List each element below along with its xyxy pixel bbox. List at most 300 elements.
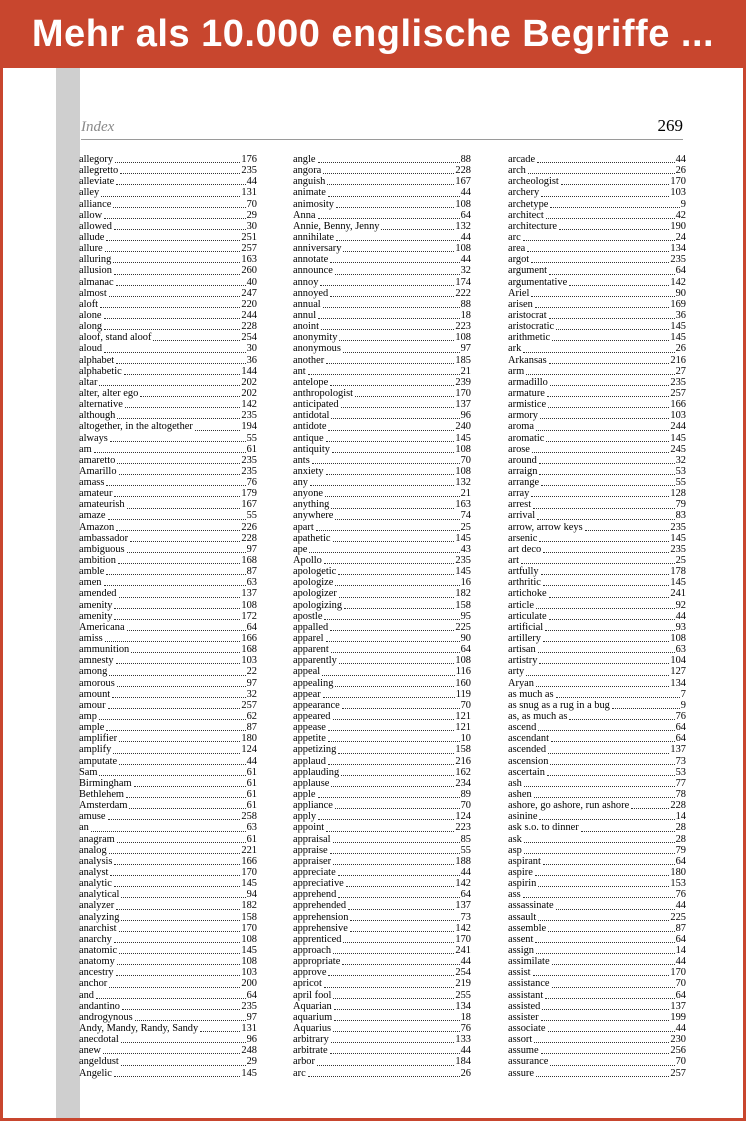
- dot-leader: [113, 262, 240, 263]
- index-page-ref: 170: [455, 387, 471, 399]
- index-term: apprehension: [293, 911, 349, 923]
- index-entry: [508, 856, 686, 867]
- dot-leader: [130, 541, 240, 542]
- index-entry: [508, 388, 686, 399]
- index-term: art: [508, 555, 519, 567]
- index-entry: [293, 511, 471, 522]
- index-entry: [293, 789, 471, 800]
- index-term: anyone: [293, 488, 324, 500]
- index-term: Andy, Mandy, Randy, Sandy: [79, 1022, 199, 1034]
- index-page-ref: 145: [455, 566, 471, 578]
- index-page-ref: 180: [670, 867, 686, 878]
- index-page-ref: 178: [670, 566, 686, 578]
- index-page-ref: 64: [675, 933, 686, 945]
- dot-leader: [350, 931, 455, 932]
- index-term: apprehensive: [293, 922, 348, 934]
- index-entry: [508, 722, 686, 733]
- dot-leader: [333, 842, 460, 843]
- index-term: angora: [293, 165, 322, 177]
- index-entry: [79, 600, 257, 611]
- index-page-ref: 127: [670, 666, 686, 678]
- index-entry: [508, 945, 686, 956]
- index-entry: [508, 956, 686, 967]
- index-page-ref: 169: [670, 298, 686, 310]
- dot-leader: [538, 886, 669, 887]
- index-page-ref: 32: [460, 265, 471, 277]
- index-entry: [508, 366, 686, 377]
- index-page-ref: 235: [241, 454, 257, 466]
- index-term: amplify: [79, 744, 112, 756]
- dot-leader: [117, 842, 246, 843]
- dot-leader: [548, 1031, 675, 1032]
- dot-leader: [334, 1009, 455, 1010]
- index-page-ref: 94: [246, 889, 257, 901]
- index-term: assure: [508, 1067, 534, 1079]
- index-page-ref: 61: [246, 800, 257, 812]
- dot-leader: [117, 463, 240, 464]
- index-term: allegory: [79, 154, 114, 165]
- index-page-ref: 70: [460, 699, 471, 711]
- index-term: anticipated: [293, 399, 339, 411]
- dot-leader: [528, 173, 675, 174]
- index-page-ref: 88: [460, 298, 471, 310]
- index-term: Anna: [293, 209, 316, 221]
- index-page-ref: 121: [455, 722, 471, 734]
- dot-leader: [527, 251, 669, 252]
- index-page-ref: 256: [670, 1045, 686, 1057]
- index-entry: [79, 343, 257, 354]
- index-page-ref: 202: [241, 387, 257, 399]
- index-entry: [508, 555, 686, 566]
- index-term: arch: [508, 165, 526, 177]
- index-entry: [79, 243, 257, 254]
- index-term: asp: [508, 844, 522, 856]
- index-page-ref: 247: [241, 287, 257, 299]
- index-page-ref: 44: [675, 154, 686, 165]
- index-page-ref: 73: [460, 911, 471, 923]
- index-term: aristocratic: [508, 321, 555, 333]
- index-entry: [508, 1012, 686, 1023]
- index-page-ref: 163: [241, 254, 257, 266]
- index-page-ref: 32: [675, 454, 686, 466]
- index-page-ref: 116: [455, 666, 471, 678]
- index-page-ref: 255: [455, 989, 471, 1001]
- index-entry: [508, 522, 686, 533]
- dot-leader: [523, 240, 675, 241]
- dot-leader: [339, 663, 455, 664]
- index-page-ref: 226: [241, 521, 257, 533]
- index-page-ref: 179: [241, 488, 257, 500]
- index-term: allure: [79, 243, 103, 255]
- index-page-ref: 216: [670, 354, 686, 366]
- index-entry: [508, 499, 686, 510]
- index-page-ref: 90: [460, 633, 471, 645]
- index-page-ref: 220: [241, 298, 257, 310]
- index-page-ref: 79: [675, 499, 686, 511]
- index-page-ref: 257: [670, 387, 686, 399]
- dot-leader: [328, 430, 454, 431]
- index-entry: [293, 923, 471, 934]
- index-term: Arkansas: [508, 354, 547, 366]
- dot-leader: [333, 864, 454, 865]
- index-term: arraign: [508, 465, 538, 477]
- index-term: antidote: [293, 421, 327, 433]
- index-entry: [79, 165, 257, 176]
- index-page-ref: 137: [241, 588, 257, 600]
- index-term: apple: [293, 789, 316, 800]
- index-entry: [79, 221, 257, 232]
- index-entry: [508, 433, 686, 444]
- dot-leader: [114, 942, 241, 943]
- index-term: apparent: [293, 644, 329, 656]
- index-term: amount: [79, 688, 111, 700]
- dot-leader: [110, 441, 246, 442]
- index-term: armistice: [508, 399, 547, 411]
- index-page-ref: 93: [675, 621, 686, 633]
- dot-leader: [343, 251, 454, 252]
- index-entry: [508, 666, 686, 677]
- dot-leader: [119, 741, 240, 742]
- index-term: ancestry: [79, 967, 114, 979]
- index-page-ref: 9: [680, 699, 686, 711]
- index-term: apply: [293, 811, 317, 823]
- page-spine-strip: [56, 68, 80, 1118]
- dot-leader: [545, 998, 674, 999]
- index-term: antiquity: [293, 443, 330, 455]
- index-entry: [293, 410, 471, 421]
- index-entry: [79, 990, 257, 1001]
- index-entry: [293, 433, 471, 444]
- index-page-ref: 142: [455, 878, 471, 890]
- index-entry: [293, 154, 471, 165]
- index-entry: [79, 254, 257, 265]
- dot-leader: [119, 474, 241, 475]
- dot-leader: [153, 340, 240, 341]
- dot-leader: [543, 552, 669, 553]
- index-term: altogether, in the altogether: [79, 421, 193, 433]
- index-entry: [508, 1056, 686, 1067]
- index-page-ref: 128: [670, 488, 686, 500]
- index-page-ref: 44: [460, 956, 471, 968]
- index-term: asinine: [508, 811, 538, 823]
- index-entry: [293, 176, 471, 187]
- index-entry: [293, 967, 471, 978]
- index-term: apathetic: [293, 532, 331, 544]
- index-term: angle: [293, 154, 316, 165]
- index-term: assort: [508, 1034, 533, 1046]
- index-entry: [508, 689, 686, 700]
- dot-leader: [552, 987, 675, 988]
- index-term: aloud: [79, 343, 103, 355]
- index-page-ref: 97: [460, 343, 471, 355]
- index-entry: [508, 967, 686, 978]
- index-page-ref: 30: [246, 220, 257, 232]
- index-entry: [79, 700, 257, 711]
- dot-leader: [350, 920, 459, 921]
- index-page-ref: 194: [241, 421, 257, 433]
- dot-leader: [324, 987, 455, 988]
- index-page-ref: 61: [246, 789, 257, 800]
- index-page-ref: 25: [675, 555, 686, 567]
- dot-leader: [338, 753, 454, 754]
- index-page-ref: 61: [246, 833, 257, 845]
- index-page-ref: 158: [241, 911, 257, 923]
- index-term: assisted: [508, 1000, 541, 1012]
- index-page-ref: 144: [241, 365, 257, 377]
- index-page-ref: 131: [241, 187, 257, 199]
- index-entry: [293, 845, 471, 856]
- index-term: amplifier: [79, 733, 118, 745]
- index-term: arose: [508, 443, 530, 455]
- index-page-ref: 153: [670, 878, 686, 890]
- dot-leader: [135, 1020, 246, 1021]
- index-entry: [293, 867, 471, 878]
- dot-leader: [534, 797, 675, 798]
- index-page-ref: 108: [455, 332, 471, 344]
- index-page-ref: 76: [675, 711, 686, 723]
- index-entry: [79, 789, 257, 800]
- index-entry: [293, 566, 471, 577]
- dot-leader: [118, 563, 240, 564]
- dot-leader: [536, 686, 669, 687]
- dot-leader: [543, 864, 675, 865]
- index-entry: [293, 377, 471, 388]
- index-term: anew: [79, 1045, 101, 1057]
- index-page-ref: 18: [460, 309, 471, 321]
- index-page-ref: 145: [670, 577, 686, 589]
- dot-leader: [547, 775, 675, 776]
- dot-leader: [541, 485, 674, 486]
- index-page-ref: 87: [246, 722, 257, 734]
- index-entry: [293, 644, 471, 655]
- index-term: arbitrate: [293, 1045, 328, 1057]
- index-entry: [79, 499, 257, 510]
- index-page-ref: 248: [241, 1045, 257, 1057]
- dot-leader: [343, 352, 460, 353]
- index-entry: [79, 154, 257, 165]
- index-entry: [79, 299, 257, 310]
- dot-leader: [330, 262, 459, 263]
- page-header: [81, 113, 683, 140]
- dot-leader: [116, 184, 245, 185]
- index-entry: [508, 756, 686, 767]
- dot-leader: [116, 285, 246, 286]
- index-entry: [293, 744, 471, 755]
- index-entry: [293, 800, 471, 811]
- index-term: armature: [508, 387, 545, 399]
- index-page-ref: 44: [460, 231, 471, 243]
- index-page-ref: 28: [675, 833, 686, 845]
- index-term: aspire: [508, 867, 533, 878]
- index-term: approve: [293, 967, 327, 979]
- index-entry: [293, 366, 471, 377]
- index-entry: [79, 355, 257, 366]
- index-entry: [293, 990, 471, 1001]
- index-entry: [508, 1023, 686, 1034]
- index-term: appealing: [293, 677, 334, 689]
- index-term: allowed: [79, 220, 112, 232]
- dot-leader: [534, 1042, 669, 1043]
- index-page-ref: 30: [246, 343, 257, 355]
- dot-leader: [109, 853, 241, 854]
- dot-leader: [535, 875, 670, 876]
- dot-leader: [96, 998, 246, 999]
- index-entry: [508, 900, 686, 911]
- index-term: assist: [508, 967, 531, 979]
- index-page-ref: 158: [455, 744, 471, 756]
- index-entry: [293, 488, 471, 499]
- index-entry: [79, 577, 257, 588]
- index-entry: [293, 265, 471, 276]
- index-term: anatomic: [79, 944, 118, 956]
- index-term: apologetic: [293, 566, 337, 578]
- index-entry: [508, 455, 686, 466]
- dot-leader: [526, 374, 674, 375]
- dot-leader: [318, 819, 454, 820]
- index-page-ref: 244: [241, 309, 257, 321]
- index-entry: [508, 834, 686, 845]
- index-term: arrival: [508, 510, 536, 522]
- index-page-ref: 43: [460, 543, 471, 555]
- index-page-ref: 254: [241, 332, 257, 344]
- index-page-ref: 145: [670, 532, 686, 544]
- index-term: appreciative: [293, 878, 344, 890]
- index-entry: [508, 466, 686, 477]
- index-term: am: [79, 443, 92, 455]
- index-page-ref: 145: [241, 878, 257, 890]
- index-term: another: [293, 354, 325, 366]
- index-term: annihilate: [293, 231, 334, 243]
- index-page-ref: 108: [455, 198, 471, 210]
- index-term: allegretto: [79, 165, 119, 177]
- index-term: argot: [508, 254, 530, 266]
- index-entry: [293, 956, 471, 967]
- index-page-ref: 63: [246, 577, 257, 589]
- index-term: appease: [293, 722, 326, 734]
- index-term: anthropologist: [293, 387, 354, 399]
- index-entry: [293, 499, 471, 510]
- dot-leader: [343, 942, 454, 943]
- dot-leader: [585, 530, 670, 531]
- dot-leader: [328, 741, 460, 742]
- dot-leader: [550, 1065, 674, 1066]
- dot-leader: [348, 909, 454, 910]
- index-entry: [79, 444, 257, 455]
- index-entry: [508, 488, 686, 499]
- index-entry: [79, 889, 257, 900]
- index-entry: [293, 444, 471, 455]
- index-page-ref: 96: [460, 410, 471, 422]
- index-page-ref: 70: [675, 1056, 686, 1068]
- index-page-ref: 134: [455, 1000, 471, 1012]
- index-term: arty: [508, 666, 525, 678]
- index-page-ref: 44: [460, 1045, 471, 1057]
- dot-leader: [526, 675, 669, 676]
- dot-leader: [535, 942, 674, 943]
- index-entry: [79, 611, 257, 622]
- dot-leader: [569, 719, 674, 720]
- index-entry: [293, 655, 471, 666]
- index-entry: [293, 611, 471, 622]
- index-term: ashore, go ashore, run ashore: [508, 800, 630, 812]
- index-page-ref: 132: [455, 220, 471, 232]
- index-page-ref: 76: [246, 477, 257, 489]
- index-term: arm: [508, 365, 525, 377]
- index-page-ref: 103: [670, 410, 686, 422]
- index-entry: [293, 945, 471, 956]
- index-entry: [79, 767, 257, 778]
- index-page-ref: 26: [675, 165, 686, 177]
- index-entry: [79, 321, 257, 332]
- index-page-ref: 230: [670, 1034, 686, 1046]
- dot-leader: [556, 329, 669, 330]
- index-term: annual: [293, 298, 321, 310]
- index-term: arithmetic: [508, 332, 551, 344]
- dot-leader: [99, 775, 245, 776]
- index-page-ref: 14: [675, 944, 686, 956]
- index-entry: [79, 856, 257, 867]
- index-entry: [79, 733, 257, 744]
- index-entry: [293, 678, 471, 689]
- index-entry: [508, 878, 686, 889]
- dot-leader: [124, 374, 241, 375]
- index-page-ref: 119: [455, 688, 471, 700]
- index-term: annoy: [293, 276, 319, 288]
- index-entry: [508, 277, 686, 288]
- dot-leader: [324, 619, 459, 620]
- index-entry: [508, 611, 686, 622]
- index-entry: [79, 277, 257, 288]
- index-column-1: [79, 154, 257, 1079]
- index-term: appropriate: [293, 956, 341, 968]
- index-term: arrange: [508, 477, 540, 489]
- index-entry: [508, 633, 686, 644]
- index-page-ref: 61: [246, 777, 257, 789]
- index-term: arcade: [508, 154, 536, 165]
- dot-leader: [331, 652, 460, 653]
- index-term: anonymity: [293, 332, 338, 344]
- dot-leader: [114, 496, 240, 497]
- index-entry: [79, 978, 257, 989]
- index-entry: [79, 800, 257, 811]
- index-entry: [293, 254, 471, 265]
- index-term: applaud: [293, 755, 326, 767]
- dot-leader: [524, 786, 675, 787]
- dot-leader: [113, 207, 245, 208]
- index-page-ref: 137: [670, 1000, 686, 1012]
- index-entry: [508, 288, 686, 299]
- index-entry: [508, 321, 686, 332]
- dot-leader: [104, 585, 246, 586]
- index-term: apparel: [293, 633, 324, 645]
- index-entry: [293, 778, 471, 789]
- index-term: alone: [79, 309, 102, 321]
- index-entry: [293, 477, 471, 488]
- index-term: Aryan: [508, 677, 534, 689]
- index-entry: [79, 477, 257, 488]
- dot-leader: [106, 574, 245, 575]
- index-page-ref: 21: [460, 488, 471, 500]
- dot-leader: [119, 931, 241, 932]
- index-term: armory: [508, 410, 539, 422]
- index-term: amateur: [79, 488, 113, 500]
- index-entry: [293, 1012, 471, 1023]
- index-entry: [293, 834, 471, 845]
- dot-leader: [524, 853, 675, 854]
- index-page-ref: 108: [241, 933, 257, 945]
- index-entry: [508, 421, 686, 432]
- dot-leader: [108, 519, 246, 520]
